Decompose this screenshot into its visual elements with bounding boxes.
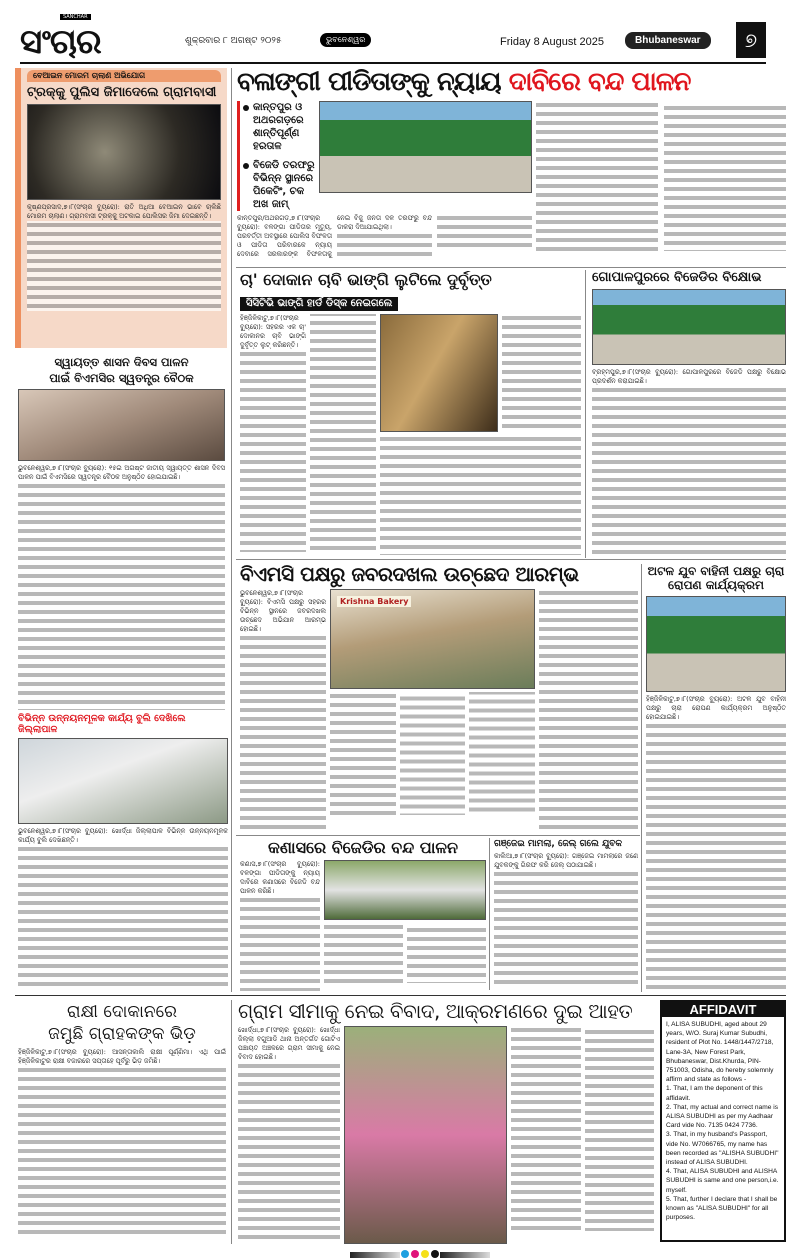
- rakhi-headline[interactable]: ରାକ୍ଷୀ ଦୋକାନରେ ଜମୁଛି ଗ୍ରାହକଙ୍କ ଭିଡ଼: [48, 1002, 196, 1044]
- tea-shop-story: [240, 271, 581, 556]
- main-bullet: ବିଜେଡି ତରଫରୁ ବିଭିନ୍ନ ସ୍ଥାନରେ ପିକେଟିଂ, ଚକ ଅଖ ଜାମ୍: [243, 159, 315, 211]
- photo-sign: Krishna Bakery: [337, 596, 411, 607]
- eviction-headline[interactable]: ବିଏମସି ପକ୍ଷରୁ ଜବରଦଖଲ ଉଚ୍ଛେଦ ଆରମ୍ଭ: [240, 563, 579, 586]
- atal-headline[interactable]: ଅଟଳ ଯୁବ ବାହିନୀ ପକ୍ଷରୁ ଚାରା ରୋପଣ କାର୍ଯ୍ୟକ୍ରମ: [647, 565, 785, 592]
- masthead-city: Bhubaneswar: [625, 32, 711, 49]
- eviction-story: [240, 563, 638, 832]
- bmc-meeting-headline[interactable]: ସ୍ୱାୟତ୍ତ ଶାସନ ଦିବସ ପାଳନ ପାଇଁ ବିଏମସିର ସ୍ୱତନ୍ତ୍ର ବୈଠକ: [49, 355, 194, 385]
- color-registration-bar: [350, 1249, 490, 1258]
- main-body-right: [536, 101, 786, 264]
- divider: [15, 995, 786, 996]
- gopalpur-body: ବ୍ରହ୍ମପୁର,୭।୮(ସଂଚାର ବ୍ୟୁରୋ): ଗୋପାଳପୁରରେ ବିଜେଡି ପକ୍ଷରୁ ବିକ୍ଷୋଭ ପ୍ରଦର୍ଶନ କରାଯାଇଛି।: [592, 368, 786, 556]
- affidavit-point: 2. That, my actual and correct name is ALISA SUBUDHI as per my Aadhaar Card vide No. 7135 0424 7736.: [666, 1103, 779, 1130]
- column-divider: [231, 1000, 232, 1244]
- tea-shop-body-2: [380, 435, 581, 556]
- tea-shop-body-3: [502, 314, 581, 432]
- column-divider: [231, 68, 232, 992]
- collector-story: [18, 713, 228, 991]
- gopalpur-photo: [592, 289, 786, 365]
- village-body: ଖୋର୍ଦ୍ଧା,୭।୮(ସଂଚାର ବ୍ୟୁରୋ): ଖୋର୍ଦ୍ଧା ଜିଲ୍ଲା ବଗୁଆଡି ଥାନା ଅନ୍ତର୍ଗତ ଗୋଟିଏ ପଞ୍ଚାୟତ ଅଞ୍ଚଳରେ ଗ୍ରାମ ସୀମାକୁ ନେଇ ବିବାଦ ହୋଇଛି।: [238, 1026, 340, 1244]
- affidavit-point: 1. That, I am the deponent of this affidavit.: [666, 1085, 763, 1102]
- atal-story: [646, 565, 786, 990]
- column-divider: [585, 270, 586, 558]
- column-divider: [489, 838, 490, 990]
- divider: [236, 559, 786, 560]
- eviction-photo: [330, 589, 535, 689]
- ganja-headline[interactable]: ଗଞ୍ଜେଇ ମାମଲା, ଜେଲ୍ ଗଲେ ଯୁବକ: [494, 839, 623, 849]
- affidavit-point: 4. That, ALISA SUBUDHI and ALISHA SUBUDHI is same and one person,i.e. myself.: [666, 1168, 779, 1194]
- tea-shop-subhead: ସିସିଟିଭି ଭାଙ୍ଗି ହାର୍ଡ ଡିସ୍କ ନେଇଗଲେ: [240, 297, 398, 311]
- masthead-date: Friday 8 August 2025: [500, 36, 604, 48]
- page-number: ୭: [736, 22, 766, 58]
- atal-body: ହିଞ୍ଜିଳିକାଟୁ,୭।୮(ସଂଚାର ବ୍ୟୁରୋ): ଅଟଳ ଯୁବ ବାହିନୀ ପକ୍ଷରୁ ଚାରା ରୋପଣ କାର୍ଯ୍ୟକ୍ରମ ଅନୁଷ୍ଠିତ ହୋଇଯାଇଛି।: [646, 695, 786, 990]
- truck-headline[interactable]: ଟ୍ରକ୍‌କୁ ପୁଲିସ ଜିମାଦେଲେ ଗ୍ରାମବାସୀ: [27, 85, 217, 100]
- column-divider: [641, 564, 642, 992]
- kanas-body-2: [324, 923, 486, 991]
- masthead-logo[interactable]: ସଂଚାର: [20, 22, 101, 62]
- masthead-city-odia: ଭୁବନେଶ୍ୱର: [320, 33, 371, 47]
- gopalpur-story: [592, 271, 786, 556]
- eviction-body: ଭୁବନେଶ୍ୱର,୭।୮(ସଂଚାର ବ୍ୟୁରୋ): ବିଏମସି ପକ୍ଷରୁ ସହରର ବିଭିନ୍ନ ସ୍ଥାନରେ ଜବରଦଖଲ ଉଚ୍ଛେଦ ଅଭିଯାନ ଆରମ୍ଭ ହୋଇଛି।: [240, 589, 326, 832]
- village-photo: [344, 1026, 507, 1244]
- affidavit-title: AFFIDAVIT: [662, 1002, 784, 1017]
- collector-body: ଭୁବନେଶ୍ୱର,୭।୮(ସଂଚାର ବ୍ୟୁରୋ): ଖୋର୍ଦ୍ଧା ଜିଲ୍ଲାପାଳ ବିଭିନ୍ନ ଉନ୍ନୟନମୂଳକ କାର୍ଯ୍ୟ ବୁଲି ଦେଖିଛନ୍ତି।: [18, 827, 228, 991]
- masthead-rule: [20, 62, 766, 64]
- main-body-left: କାନ୍ତପୁର/ଅଥରଗଡ଼,୭।୮(ସଂଚାର ବ୍ୟୁରୋ): ବଳଙ୍ଗା ପୀଡିତାର ମୃତ୍ୟୁ, ପରବର୍ତ୍ତୀ ଅବସ୍ଥାରେ ପୋଲିସ ବିଫଳତା ଓ ପୀଡିତା ପରିବାରକେ ନ୍ୟାୟ ଦେବାରେ ସରକାରଙ୍କ ବିଫଳତାକୁ ନେଇ ବିଜୁ ଜନତା ଦଳ ତରଫରୁ ବନ୍ଦ ଡାକରା ଦିଆଯାଇଥିଲା।: [237, 214, 532, 264]
- bmc-meeting-photo: [18, 389, 225, 461]
- main-headline[interactable]: ବଳାଙ୍ଗୀ ପୀଡିତାଙ୍କୁ ନ୍ୟାୟ ଦାବିରେ ବନ୍ଦ ପାଳନ: [237, 68, 691, 97]
- main-photo: [319, 101, 532, 193]
- masthead-date-odia: ଶୁକ୍ରବାର ୮ ଅଗଷ୍ଟ ୨୦୨୫: [185, 36, 282, 46]
- collector-headline[interactable]: ବିଭିନ୍ନ ଉନ୍ନୟନମୂଳକ କାର୍ଯ୍ୟ ବୁଲି ଦେଖିଲେ ଜିଲ୍ଲାପାଳ: [18, 713, 186, 735]
- main-bullets: [237, 101, 315, 211]
- gopalpur-headline[interactable]: ଗୋପାଳପୁରରେ ବିଜେଡିର ବିକ୍ଷୋଭ: [592, 271, 762, 285]
- affidavit-box: [660, 1000, 786, 1242]
- truck-kicker: ବେଆଇନ ମୋରମ ଚାଲାଣ ଅଭିଯୋଗ: [27, 70, 221, 82]
- village-story: [238, 1000, 654, 1244]
- kanas-story: [240, 839, 486, 991]
- kanas-headline[interactable]: କଣାସରେ ବିଜେଡିର ବନ୍ଦ ପାଳନ: [268, 839, 458, 857]
- affidavit-point: 5. That, further I declare that I shall be known as "ALISA SUBUDHI" for all purposes.: [666, 1195, 778, 1222]
- tea-shop-headline[interactable]: ଚା' ଦୋକାନ ଚାବି ଭାଙ୍ଗି ଲୁଟିଲେ ଦୁର୍ବୃତ୍ତ: [240, 271, 492, 289]
- truck-photo: [27, 104, 221, 200]
- main-story: [237, 68, 786, 264]
- bmc-meeting-body: ଭୁବନେଶ୍ୱର,୭।୮(ସଂଚାର ବ୍ୟୁରୋ): ୧୫ଇ ଅଗଷ୍ଟ ଜାତୀୟ ସ୍ୱାୟତ୍ତ ଶାସନ ଦିବସ ପାଳନ ପାଇଁ ବିଏମସିରେ ସ୍ୱତନ୍ତ୍ର ବୈଠକ ଅନୁଷ୍ଠିତ ହୋଇଯାଇଛି।: [18, 464, 225, 710]
- ganja-body: କାଲିଆ,୭।୮(ସଂଚାର ବ୍ୟୁରୋ): ଗଞ୍ଜେଇ ମାମଲାରେ ଜଣେ ଯୁବକଙ୍କୁ ଗିରଫ କରି ଜେଲ୍ ପଠାଯାଇଛି।: [494, 852, 638, 991]
- truck-body: କୃଷ୍ଣପ୍ରସାଦ,୭।୮(ସଂଚାର ବ୍ୟୁରୋ): ରାତି ଅଧିଆ ବେଆଇନ ଭାବେ ଚାଲିଛି ମୋରମ ଚାଲାଣ। ଗ୍ରାମବାସୀ ଟ୍ରକ୍‌କୁ ଅଟକାଇ ପୋଲିସର ଜିମା ଦେଇଛନ୍ତି।: [27, 203, 221, 344]
- rakhi-body: ହିଞ୍ଜିଳିକାଟୁ,୭।୮(ସଂଚାର ବ୍ୟୁରୋ): ଆସନ୍ତାକାଲି ରାକ୍ଷୀ ପୂର୍ଣ୍ଣିମା। ଏଥି ପାଇଁ ହିଞ୍ଜିଳିକାଟୁର ରାକ୍ଷୀ ବଜାରରେ ସପ୍ତାହେ ପୂର୍ବରୁ ଭିଡ଼ ଜମିଛି।: [18, 1048, 226, 1244]
- divider: [236, 835, 640, 836]
- ganja-story: [494, 839, 638, 991]
- affidavit-body: [662, 1017, 784, 1225]
- rakhi-story: [18, 1001, 226, 1244]
- village-headline[interactable]: ଗ୍ରାମ ସୀମାକୁ ନେଇ ବିବାଦ, ଆକ୍ରମଣରେ ଦୁଇ ଆହତ: [238, 1000, 633, 1023]
- atal-photo: [646, 596, 786, 692]
- masthead-tagline: SANCHAR: [60, 14, 91, 20]
- affidavit-point: 3. That, in my husband's Passport, vide No. W7066765, my name has been recorded as "ALISHA SUBUDHI" instead of ALISA SUBUDHI.: [666, 1131, 779, 1167]
- tea-shop-body: ହିଞ୍ଜିଳିକାଟୁ,୭।୮(ସଂଚାର ବ୍ୟୁରୋ): ସହରର ଏକ ଚା' ଦୋକାନର ଚାବି ଭାଙ୍ଗି ଦୁର୍ବୃତ୍ତ ଲୁଟ୍ କରିଛନ୍ତି।: [240, 314, 376, 556]
- tea-shop-photo: [380, 314, 498, 432]
- main-bullet: କାନ୍ତପୁର ଓ ଅଥରଗଡ଼ରେ ଶାନ୍ତିପୂର୍ଣ୍ଣ ହରତାଳ: [243, 101, 315, 153]
- truck-story: [27, 70, 221, 344]
- kanas-body: କଣାସ,୭।୮(ସଂଚାର ବ୍ୟୁରୋ): ବଳଙ୍ଗା ପୀଡିତାଙ୍କୁ ନ୍ୟାୟ ଦାବିରେ କଣାସରେ ବିଜେଡି ବନ୍ଦ ପାଳନ କରିଛି।: [240, 860, 320, 991]
- collector-photo: [18, 738, 228, 824]
- bmc-meeting-story: [18, 354, 225, 710]
- affidavit-intro: I, ALISA SUBUDHI, aged about 29 years, W/O. Suraj Kumar Subudhi, resident of Plot No. 1448/1447/2718, Lane-3A, New Forest Park, Bhubaneswar, Dist.Khurda, PIN-751003, Odisha, do hereby solemnly affirm and state as follows -: [666, 1021, 774, 1084]
- eviction-body-2: [330, 692, 535, 832]
- eviction-body-3: [539, 589, 638, 832]
- kanas-photo: [324, 860, 486, 920]
- divider: [236, 267, 786, 268]
- village-body-2: [511, 1026, 654, 1244]
